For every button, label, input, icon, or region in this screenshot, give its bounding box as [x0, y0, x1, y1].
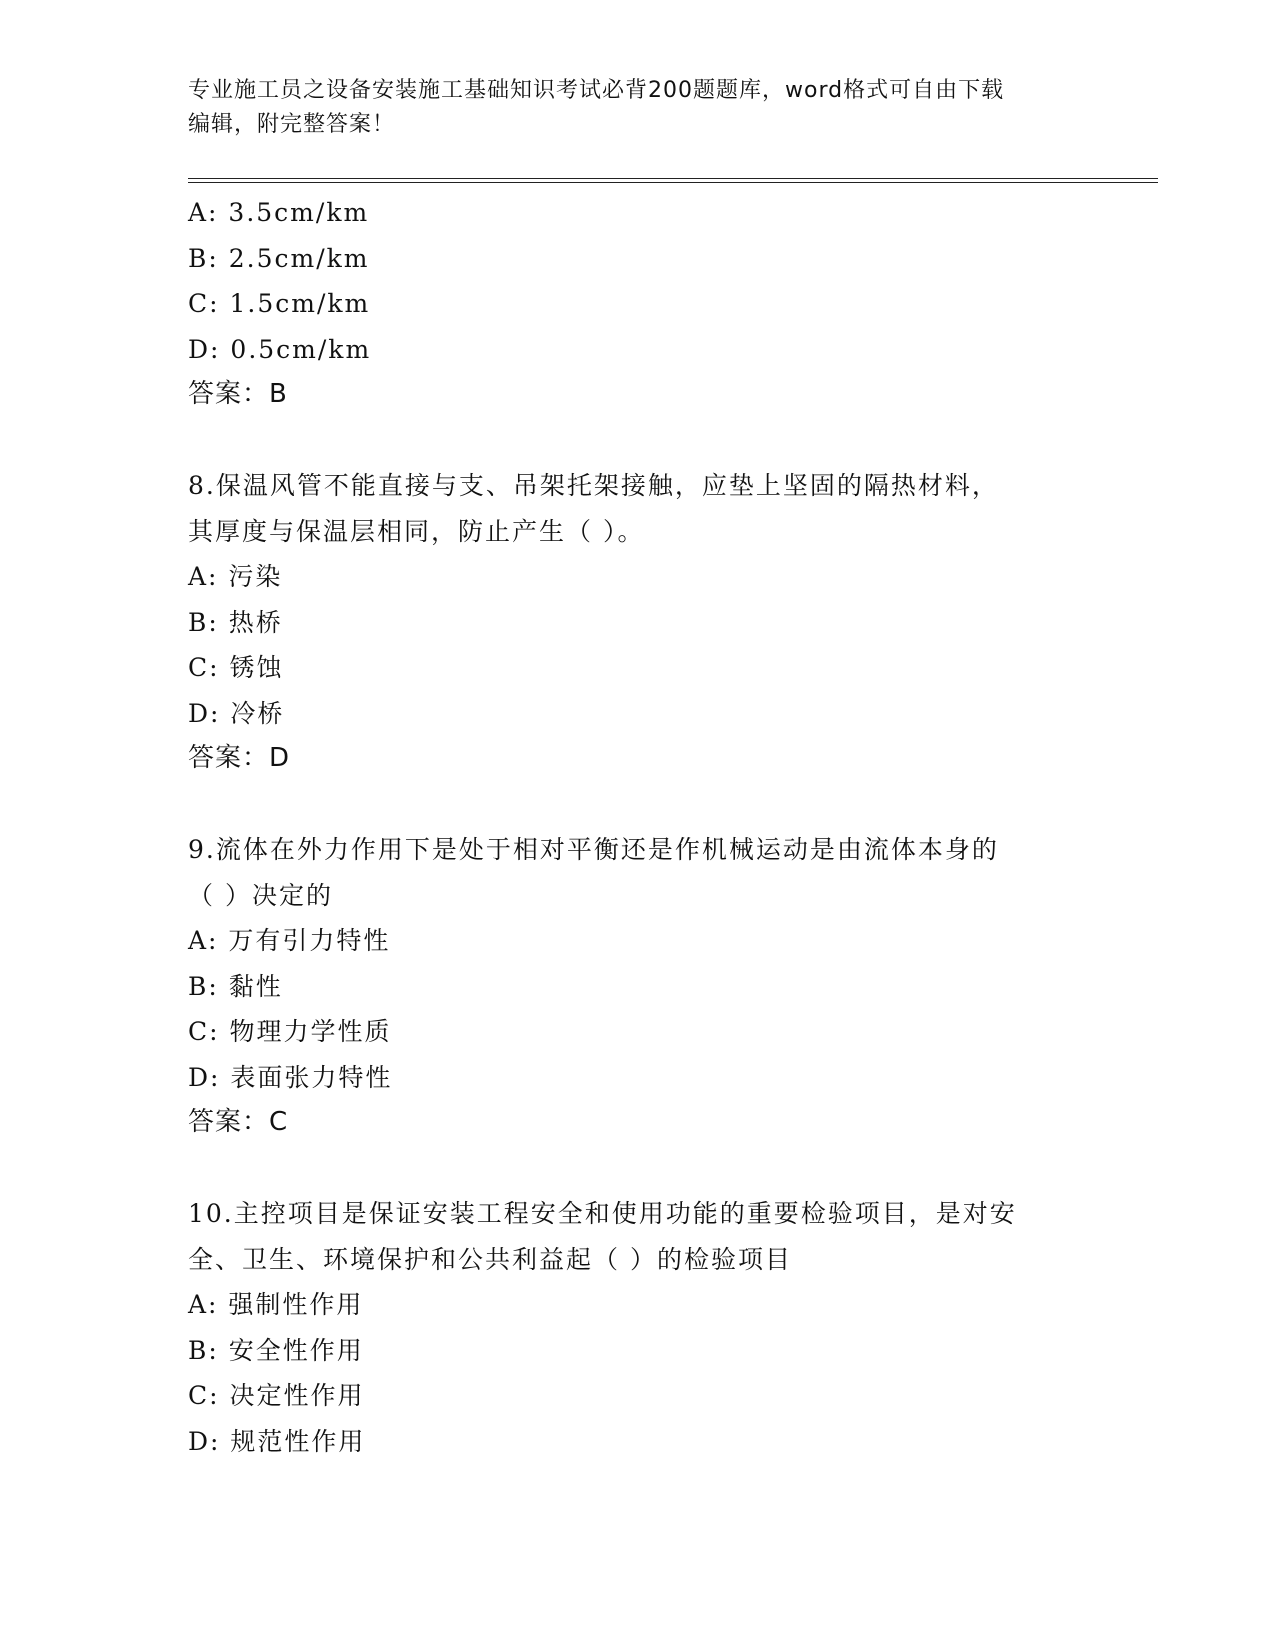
q10-option-d: D: 规范性作用 [188, 1426, 366, 1456]
document-header [188, 74, 1078, 142]
q8-option-d: D: 冷桥 [188, 698, 285, 728]
q8-stem-line-2: 其厚度与保温层相同，防止产生（ ）。 [188, 516, 645, 546]
q9-answer: 答案：C [188, 1107, 289, 1137]
q10-option-a: A: 强制性作用 [188, 1290, 364, 1319]
q7-answer: 答案：B [188, 379, 288, 409]
spacer [188, 782, 1088, 828]
q10-stem-line-2: 全、卫生、环境保护和公共利益起（ ）的检验项目 [188, 1244, 792, 1274]
q9-option-d: D: 表面张力特性 [188, 1062, 393, 1092]
q9-option-c: C: 物理力学性质 [188, 1017, 392, 1046]
question-10 [188, 1191, 1088, 1464]
q8-answer: 答案：D [188, 743, 291, 773]
spacer [188, 1146, 1088, 1192]
header-line-1: 专业施工员之设备安装施工基础知识考试必背200题题库，word格式可自由下载 [188, 78, 1005, 103]
q7-option-d: D: 0.5cm/km [188, 334, 372, 364]
header-line-2: 编辑，附完整答案！ [188, 112, 396, 137]
question-9 [188, 827, 1088, 1146]
q9-option-b: B: 黏性 [188, 971, 283, 1001]
q8-option-a: A: 污染 [188, 562, 283, 591]
spacer [188, 418, 1088, 464]
document-page [188, 0, 1158, 1650]
q7-option-b: B: 2.5cm/km [188, 243, 370, 273]
q8-option-b: B: 热桥 [188, 607, 283, 637]
question-7 [188, 190, 1088, 418]
q10-option-c: C: 决定性作用 [188, 1381, 365, 1410]
q8-option-c: C: 锈蚀 [188, 653, 284, 682]
q10-option-b: B: 安全性作用 [188, 1335, 364, 1365]
q9-option-a: A: 万有引力特性 [188, 926, 391, 955]
q8-stem-line-1: 8.保温风管不能直接与支、吊架托架接触，应垫上坚固的隔热材料， [188, 471, 999, 500]
q7-option-a: A: 3.5cm/km [188, 198, 370, 227]
question-8 [188, 463, 1088, 782]
q9-stem-line-1: 9.流体在外力作用下是处于相对平衡还是作机械运动是由流体本身的 [188, 835, 999, 864]
q10-stem-line-1: 10.主控项目是保证安装工程安全和使用功能的重要检验项目，是对安 [188, 1199, 1017, 1228]
header-double-rule [188, 178, 1158, 183]
q7-option-c: C: 1.5cm/km [188, 289, 371, 318]
question-list [188, 190, 1088, 1464]
q9-stem-line-2: （ ）决定的 [188, 880, 333, 910]
